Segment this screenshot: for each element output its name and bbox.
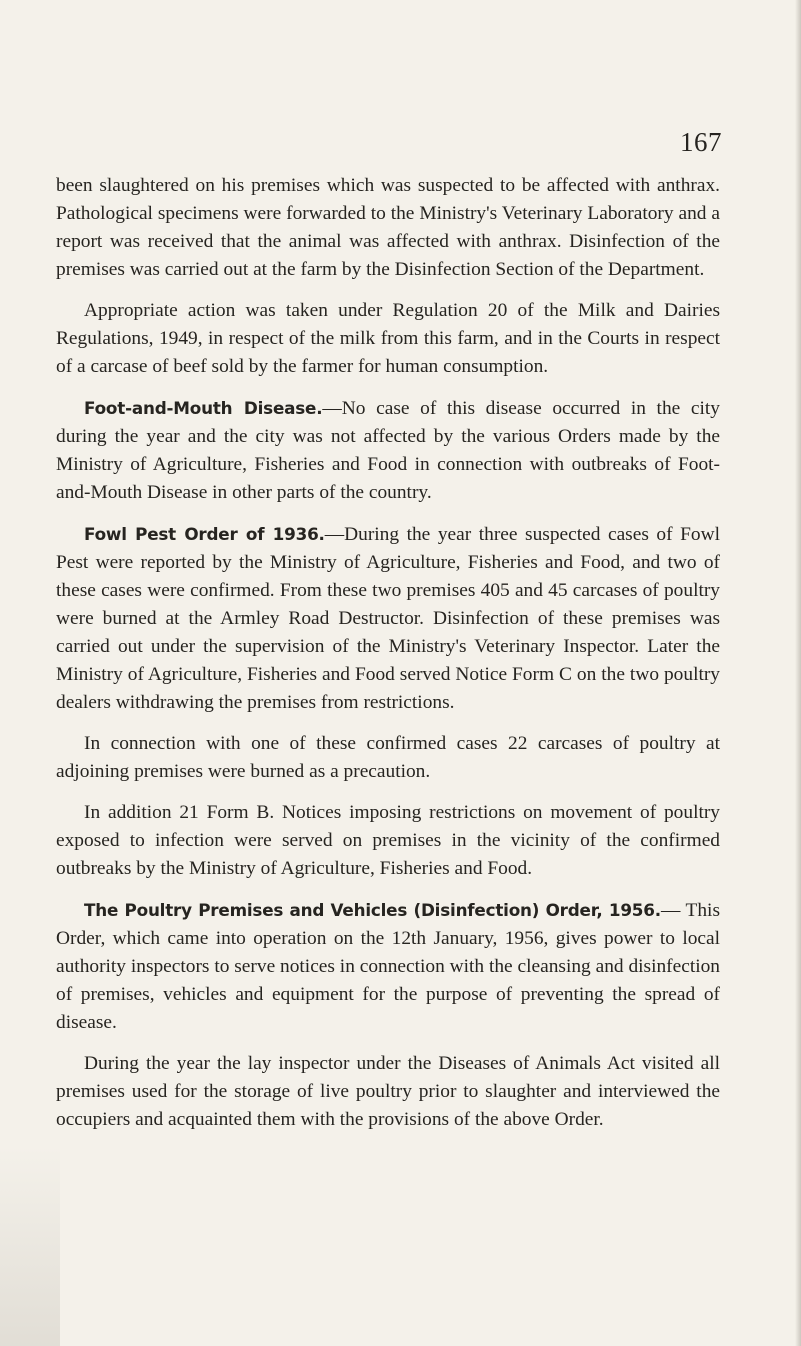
paragraph (56, 520, 720, 717)
paragraph (56, 1050, 720, 1134)
paragraph-text: In connection with one of these confirmed cases 22 carcases of poultry at adjoining premises were burned as a precaution. (56, 733, 720, 782)
paragraph (56, 394, 720, 507)
paragraph-text: —No case of this disease occurred in the city during the year and the city was not affected by the various Orders made by the Ministry of Agriculture, Fisheries and Food in connection with outbreaks of Foot-and-Mouth Disease in other parts of the country. (56, 398, 720, 503)
paragraph-text: —During the year three suspected cases of Fowl Pest were reported by the Ministry of Agriculture, Fisheries and Food, and two of these cases were confirmed. From these two premises 405 and 45 carcases of poultry were burned at the Armley Road Destructor. Disinfection of these premises was carried out under the supervision of the Ministry's Veterinary Inspector. Later the Ministry of Agriculture, Fisheries and Food served Notice Form C on the two poultry dealers withdrawing the premises from restrictions. (56, 524, 720, 713)
page-edge-shadow (795, 0, 801, 1346)
paragraph-text: In addition 21 Form B. Notices imposing restrictions on movement of poultry exposed to infection were served on premises in the vicinity of the confirmed outbreaks by the Ministry of Agriculture, Fisheries and Food. (56, 802, 720, 879)
paragraph-text: During the year the lay inspector under the Diseases of Animals Act visited all premises used for the storage of live poultry prior to slaughter and interviewed the occupiers and acquainted them with the provisions of the above Order. (56, 1053, 720, 1130)
paragraph (56, 297, 720, 381)
paragraph-text: Appropriate action was taken under Regulation 20 of the Milk and Dairies Regulations, 1949, in respect of the milk from this farm, and in the Courts in respect of a carcase of beef sold by the farmer for human consumption. (56, 300, 720, 377)
section-heading: Foot-and-Mouth Disease. (84, 398, 323, 418)
page-corner-shadow (0, 1146, 60, 1346)
section-heading: The Poultry Premises and Vehicles (Disinfection) Order, 1956. (84, 900, 661, 920)
paragraph (56, 730, 720, 786)
body-text (56, 172, 720, 1147)
paragraph-text: been slaughtered on his premises which was suspected to be affected with anthrax. Pathological specimens were forwarded to the Ministry's Veterinary Laboratory and a report was received that the animal was affected with anthrax. Disinfection of the premises was carried out at the farm by the Disinfection Section of the Department. (56, 175, 720, 280)
paragraph (56, 172, 720, 284)
paragraph-text: — This Order, which came into operation on the 12th January, 1956, gives power to local authority inspectors to serve notices in connection with the cleansing and disinfection of premises, vehicles and equipment for the purpose of preventing the spread of disease. (56, 900, 720, 1033)
paragraph (56, 799, 720, 883)
paragraph (56, 896, 720, 1037)
section-heading: Fowl Pest Order of 1936. (84, 524, 325, 544)
page-number: 167 (680, 127, 722, 157)
